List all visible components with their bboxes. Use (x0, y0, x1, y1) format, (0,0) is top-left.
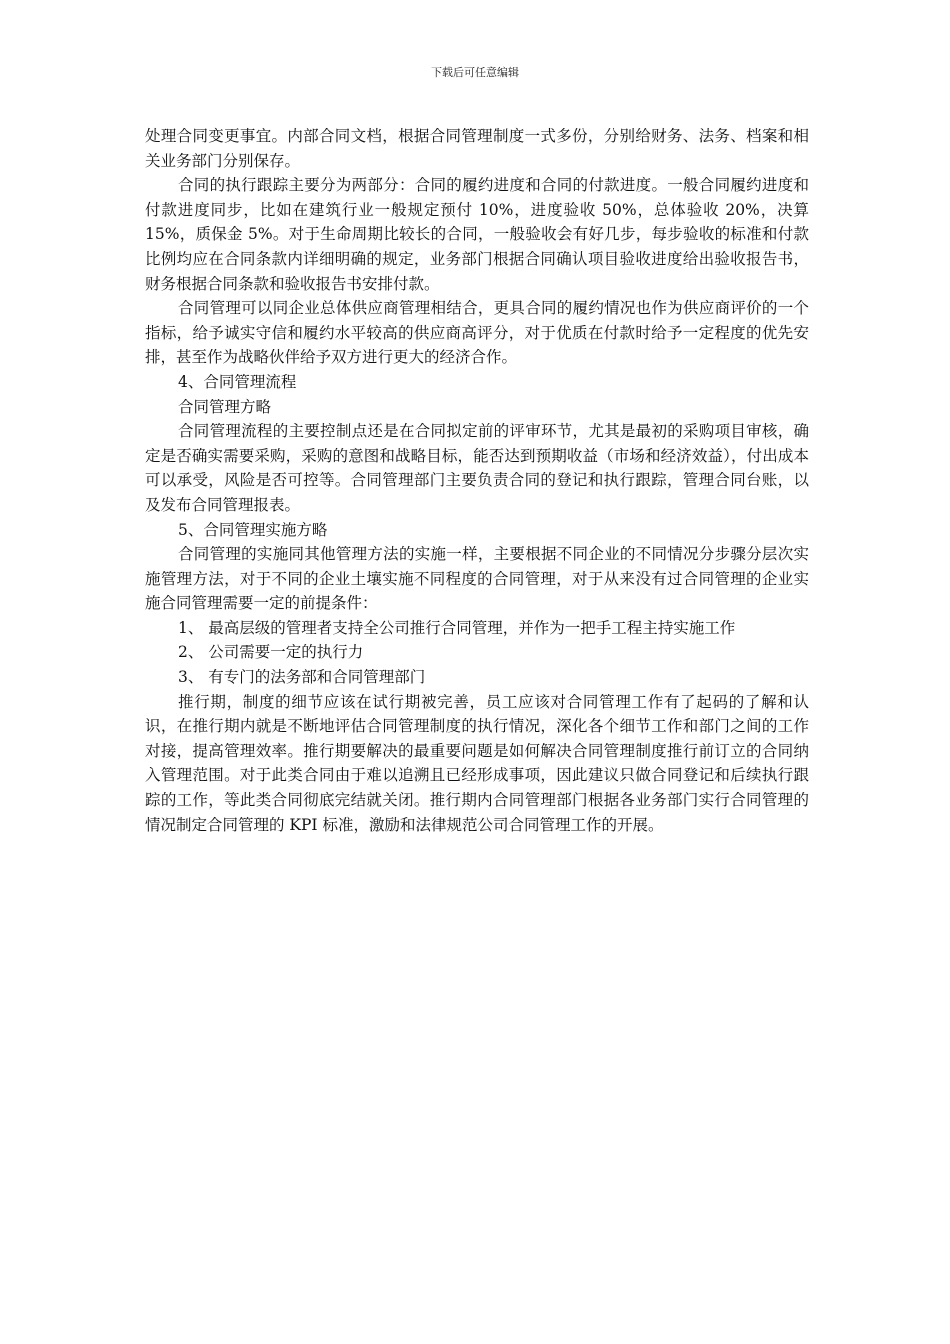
list-item: 2、 公司需要一定的执行力 (178, 643, 364, 662)
section-heading: 5、合同管理实施方略 (178, 520, 328, 539)
paragraph: 合同的执行跟踪主要分为两部分：合同的履约进度和合同的付款进度。一般合同履约进度和付款进度同步，比如在建筑行业一般规定预付 10%，进度验收 50%，总体验收 20%，决算 15%，质保金 5%。对于生命周期比较长的合同，一般验收会有好几步，每步验收的标准和付款比例均应在合同条款内详细明确的规定，业务部门根据合同确认项目验收进度给出验收报告书，财务根据合同条款和验收报告书安排付款。 (145, 176, 809, 293)
paragraph: 合同管理的实施同其他管理方法的实施一样，主要根据不同企业的不同情况分步骤分层次实施管理方法，对于不同的企业土壤实施不同程度的合同管理，对于从来没有过合同管理的企业实施合同管理需要一定的前提条件： (145, 545, 809, 613)
paragraph: 推行期，制度的细节应该在试行期被完善，员工应该对合同管理工作有了起码的了解和认识，在推行期内就是不断地评估合同管理制度的执行情况，深化各个细节工作和部门之间的工作对接，提高管理效率。推行期要解决的最重要问题是如何解决合同管理制度推行前订立的合同纳入管理范围。对于此类合同由于难以追溯且已经形成事项，因此建议只做合同登记和后续执行跟踪的工作，等此类合同彻底完结就关闭。推行期内合同管理部门根据各业务部门实行合同管理的情况制定合同管理的 KPI 标准，激励和法律规范公司合同管理工作的开展。 (145, 692, 809, 834)
list-item: 3、 有专门的法务部和合同管理部门 (178, 668, 426, 687)
section-heading: 4、合同管理流程 (178, 372, 297, 391)
page-header: 下载后可任意编辑 (431, 66, 519, 79)
paragraph: 处理合同变更事宜。内部合同文档，根据合同管理制度一式多份，分别给财务、法务、档案和相关业务部门分别保存。 (145, 127, 809, 170)
list-item: 1、 最高层级的管理者支持全公司推行合同管理，并作为一把手工程主持实施工作 (178, 618, 736, 637)
paragraph: 合同管理可以同企业总体供应商管理相结合，更具合同的履约情况也作为供应商评价的一个指标，给予诚实守信和履约水平较高的供应商高评分，对于优质在付款时给予一定程度的优先安排，甚至作为战略伙伴给予双方进行更大的经济合作。 (145, 299, 809, 367)
subsection-heading: 合同管理方略 (178, 397, 272, 416)
document-body (145, 124, 809, 837)
paragraph: 合同管理流程的主要控制点还是在合同拟定前的评审环节，尤其是最初的采购项目审核，确定是否确实需要采购，采购的意图和战略目标，能否达到预期收益（市场和经济效益），付出成本可以承受，风险是否可控等。合同管理部门主要负责合同的登记和执行跟踪，管理合同台账，以及发布合同管理报表。 (145, 422, 809, 514)
